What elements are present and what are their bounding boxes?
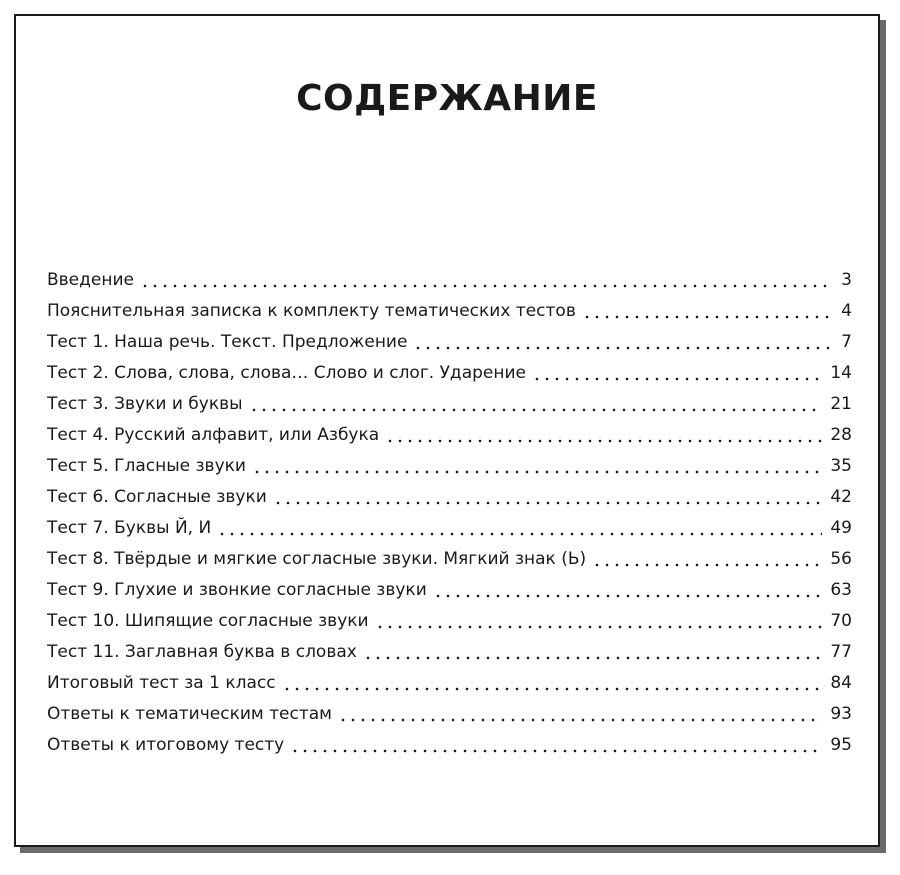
toc-dot-leader [433,575,823,598]
toc-entry-page-number: 63 [830,580,852,600]
toc-entry[interactable] [47,451,852,482]
toc-entry-page-number: 7 [841,332,852,352]
book-page [14,14,880,847]
toc-entry[interactable] [47,699,852,730]
toc-dot-leader [252,451,822,474]
toc-entry-title: Тест 2. Слова, слова, слова… Слово и слог. Ударение [47,363,526,383]
toc-entry[interactable] [47,513,852,544]
toc-entry-title: Тест 8. Твёрдые и мягкие согласные звуки. Мягкий знак (Ь) [47,549,587,569]
toc-dot-leader [582,296,833,319]
toc-dot-leader [249,389,823,412]
toc-entry-title: Тест 3. Звуки и буквы [47,394,243,414]
toc-entry[interactable] [47,482,852,513]
toc-entry[interactable] [47,420,852,451]
toc-entry-title: Тест 4. Русский алфавит, или Азбука [47,425,380,445]
toc-entry-title: Пояснительная записка к комплекту тематических тестов [47,301,576,321]
toc-entry[interactable] [47,544,852,575]
toc-dot-leader [385,420,822,443]
toc-entry-page-number: 70 [830,611,852,631]
toc-entry-title: Ответы к итоговому тесту [47,735,285,755]
toc-entry[interactable] [47,265,852,296]
toc-entry-page-number: 3 [841,270,852,290]
toc-dot-leader [413,327,833,350]
toc-entry-page-number: 4 [841,301,852,321]
toc-dot-leader [592,544,822,567]
toc-entry-title: Тест 7. Буквы Й, И [47,518,212,538]
toc-entry-page-number: 28 [830,425,852,445]
toc-entry[interactable] [47,637,852,668]
toc-entry-title: Итоговый тест за 1 класс [47,673,276,693]
toc-entry[interactable] [47,296,852,327]
page-title: СОДЕРЖАНИЕ [296,78,598,119]
toc-entry-page-number: 21 [830,394,852,414]
toc-entry[interactable] [47,389,852,420]
toc-entry-title: Тест 10. Шипящие согласные звуки [47,611,369,631]
toc-entry-title: Тест 9. Глухие и звонкие согласные звуки [47,580,427,600]
toc-entry-page-number: 42 [830,487,852,507]
toc-entry-page-number: 84 [830,673,852,693]
toc-entry[interactable] [47,575,852,606]
toc-entry-title: Ответы к тематическим тестам [47,704,332,724]
toc-entry[interactable] [47,668,852,699]
toc-dot-leader [273,482,823,505]
toc-dot-leader [338,699,822,722]
toc-entry-page-number: 95 [830,735,852,755]
toc-dot-leader [375,606,823,629]
toc-entry-page-number: 93 [830,704,852,724]
toc-entry-title: Тест 11. Заглавная буква в словах [47,642,357,662]
toc-dot-leader [140,265,833,288]
toc-entry-title: Тест 5. Гласные звуки [47,456,246,476]
toc-entry-page-number: 56 [830,549,852,569]
toc-entry-page-number: 49 [830,518,852,538]
toc-entry-page-number: 77 [830,642,852,662]
toc-entry-page-number: 14 [830,363,852,383]
toc-entry[interactable] [47,606,852,637]
table-of-contents [47,265,852,761]
toc-entry-title: Введение [47,270,134,290]
toc-dot-leader [282,668,823,691]
toc-dot-leader [363,637,823,660]
toc-dot-leader [532,358,822,381]
toc-entry[interactable] [47,358,852,389]
toc-entry[interactable] [47,327,852,358]
toc-entry[interactable] [47,730,852,761]
toc-entry-title: Тест 6. Согласные звуки [47,487,267,507]
toc-entry-page-number: 35 [830,456,852,476]
toc-dot-leader [217,513,822,536]
toc-dot-leader [290,730,822,753]
toc-entry-title: Тест 1. Наша речь. Текст. Предложение [47,332,408,352]
